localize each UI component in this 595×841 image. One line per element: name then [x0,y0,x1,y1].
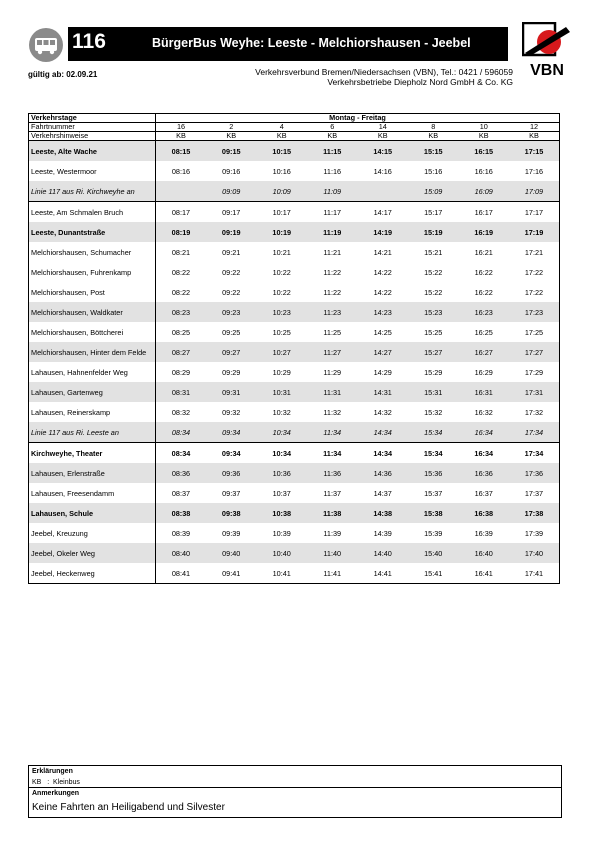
departure-time: 10:22 [272,267,291,277]
departure-time: 09:19 [206,222,257,242]
departure-time: 14:38 [358,503,409,523]
stop-row [29,422,560,443]
trip-number: 10 [459,123,510,132]
departure-time: 16:21 [474,247,493,257]
departure-time: 10:37 [272,488,291,498]
departure-time: 17:34 [509,443,560,464]
departure-time: 15:34 [408,422,459,443]
departure-time: 16:31 [459,382,510,402]
departure-time: 14:32 [373,407,392,417]
departure-time: 17:22 [509,262,560,282]
departure-time: 16:22 [474,287,493,297]
departure-time: 17:15 [509,141,560,162]
departure-time: 14:37 [373,488,392,498]
days-value: Montag - Freitag [156,114,560,123]
departure-time: 08:17 [156,202,207,223]
departure-time: 16:37 [474,488,493,498]
departure-time: 15:15 [408,141,459,162]
departure-time: 17:34 [509,422,560,443]
departure-time: 15:19 [408,222,459,242]
stop-name: Melchiorshausen, Post [29,282,156,302]
trip-note: KB [156,132,207,141]
departure-time: 11:34 [307,422,358,443]
departure-time: 14:39 [373,528,392,538]
departure-time: 11:22 [323,287,342,297]
stop-name: Melchiorshausen, Schumacher [29,242,156,262]
remarks-text: Keine Fahrten an Heiligabend und Silvester [32,802,225,813]
stop-row [29,402,560,422]
departure-time: 17:40 [509,543,560,563]
departure-time: 14:25 [373,327,392,337]
departure-time: 08:32 [171,407,191,417]
departure-time: 10:19 [257,222,308,242]
stop-name: Linie 117 aus Ri. Kirchweyhe an [29,181,156,202]
trip-number: 2 [206,123,257,132]
departure-time: 08:41 [156,563,207,584]
departure-time: 08:22 [171,287,191,297]
trip-number: 8 [408,123,459,132]
footer-notes [28,765,562,818]
departure-time: 15:36 [408,463,459,483]
departure-time: 09:39 [222,528,241,538]
departure-time: 10:27 [257,342,308,362]
departure-time: 16:32 [474,407,493,417]
departure-time: 10:36 [257,463,308,483]
stop-name: Lahausen, Reinerskamp [29,402,156,422]
stop-row [29,382,560,402]
departure-time: 11:16 [323,166,342,176]
stop-name: Leeste, Westermoor [29,161,156,181]
departure-time: 11:22 [323,267,342,277]
trip-row [29,123,560,132]
departure-time: 16:25 [474,327,493,337]
departure-time: 16:23 [459,302,510,322]
departure-time: 10:40 [257,543,308,563]
departure-time: 14:41 [358,563,409,584]
departure-time: 10:39 [272,528,291,538]
bus-icon [28,27,64,63]
trip-number: 6 [307,123,358,132]
departure-time: 16:27 [459,342,510,362]
departure-time: 17:09 [509,181,560,202]
trip-number: 14 [358,123,409,132]
departure-time: 08:38 [156,503,207,523]
departure-time: 10:15 [257,141,308,162]
departure-time: 08:16 [171,166,191,176]
stop-name: Melchiorshausen, Böttcherei [29,322,156,342]
trip-label: Fahrtnummer [29,123,156,132]
explanations-title: Erklärungen [32,768,73,775]
departure-time: 08:19 [156,222,207,242]
departure-time: 09:41 [206,563,257,584]
departure-time: 11:32 [323,407,342,417]
trip-note: KB [358,132,409,141]
vbn-logo [522,22,572,78]
departure-time: 09:31 [206,382,257,402]
departure-time: 10:29 [272,367,291,377]
departure-time [156,181,207,202]
stop-row [29,262,560,282]
departure-time: 14:21 [373,247,392,257]
departure-time: 15:31 [408,382,459,402]
departure-time: 15:38 [408,503,459,523]
departure-time: 17:16 [509,161,560,181]
departure-time: 10:16 [272,166,291,176]
trip-note: KB [408,132,459,141]
stop-name: Jeebel, Kreuzung [29,523,156,543]
departure-time: 10:22 [272,287,291,297]
departure-time: 16:39 [474,528,493,538]
departure-time: 08:40 [156,543,207,563]
departure-time: 09:27 [206,342,257,362]
departure-time: 14:22 [373,267,392,277]
remarks-title: Anmerkungen [29,787,561,800]
trip-number: 16 [156,123,207,132]
operator-line-2: Verkehrsbetriebe Diepholz Nord GmbH & Co. KG [327,77,513,87]
trip-number: 12 [509,123,560,132]
departure-time: 09:23 [206,302,257,322]
departure-time: 08:36 [156,463,207,483]
departure-time: 17:17 [509,202,560,223]
operator-line-1: Verkehrsverbund Bremen/Niedersachsen (VBN), Tel.: 0421 / 596059 [255,67,513,77]
departure-time: 08:29 [171,367,191,377]
departure-time: 17:32 [509,402,560,422]
departure-time: 08:34 [156,422,207,443]
departure-time: 09:16 [222,166,241,176]
notes-row [29,132,560,141]
departure-time: 11:36 [307,463,358,483]
departure-time: 11:21 [323,247,342,257]
departure-time: 11:31 [307,382,358,402]
departure-time: 15:17 [408,202,459,223]
stop-name: Linie 117 aus Ri. Leeste an [29,422,156,443]
stop-name: Melchiorshausen, Hinter dem Felde [29,342,156,362]
stop-row [29,543,560,563]
departure-time: 17:31 [509,382,560,402]
departure-time: 11:29 [323,367,342,377]
stop-name: Melchiorshausen, Waldkater [29,302,156,322]
departure-time: 15:34 [408,443,459,464]
departure-time: 15:23 [408,302,459,322]
departure-time: 10:23 [257,302,308,322]
stop-row [29,302,560,322]
departure-time: 17:22 [509,282,560,302]
stop-row [29,483,560,503]
stop-row [29,523,560,543]
stop-name: Lahausen, Erlenstraße [29,463,156,483]
trip-note: KB [206,132,257,141]
stop-name: Lahausen, Hahnenfelder Weg [29,362,156,382]
departure-time: 15:21 [424,247,443,257]
departure-time: 15:25 [424,327,443,337]
departure-time: 09:15 [206,141,257,162]
departure-time: 09:32 [222,407,241,417]
stop-row [29,503,560,523]
stop-row [29,362,560,382]
departure-time: 14:40 [358,543,409,563]
stop-name: Jeebel, Heckenweg [29,563,156,584]
departure-time: 15:09 [408,181,459,202]
departure-time: 16:34 [459,422,510,443]
explanation-text: Kleinbus [53,779,80,786]
departure-time: 17:23 [509,302,560,322]
departure-time: 10:21 [272,247,291,257]
days-label: Verkehrstage [29,114,156,123]
stop-row [29,141,560,162]
departure-time: 09:34 [206,422,257,443]
timetable [28,113,560,584]
notes-label: Verkehrshinweise [29,132,156,141]
departure-time: 14:19 [358,222,409,242]
departure-time: 09:34 [206,443,257,464]
departure-time: 15:27 [408,342,459,362]
explanation-line [29,778,561,787]
departure-time: 10:38 [257,503,308,523]
departure-time: 09:22 [222,287,241,297]
departure-time: 11:39 [323,528,342,538]
stop-name: Leeste, Alte Wache [29,141,156,162]
departure-time: 11:15 [307,141,358,162]
departure-time: 08:39 [171,528,191,538]
trip-number: 4 [257,123,308,132]
departure-time: 08:27 [156,342,207,362]
departure-time: 16:41 [459,563,510,584]
departure-time: 08:21 [171,247,191,257]
departure-time: 16:15 [459,141,510,162]
departure-time: 10:41 [257,563,308,584]
departure-time: 17:29 [509,362,560,382]
departure-time: 10:09 [257,181,308,202]
departure-time: 10:31 [257,382,308,402]
line-header-bar [68,27,508,61]
departure-time: 17:27 [509,342,560,362]
stop-row [29,202,560,223]
departure-time: 14:16 [373,166,392,176]
departure-time: 15:40 [408,543,459,563]
departure-time: 17:37 [509,483,560,503]
departure-time: 16:09 [459,181,510,202]
departure-time: 10:34 [257,422,308,443]
departure-time: 09:17 [206,202,257,223]
departure-time: 15:29 [424,367,443,377]
departure-time: 11:41 [307,563,358,584]
departure-time: 15:41 [408,563,459,584]
departure-time: 09:25 [222,327,241,337]
departure-time: 10:25 [272,327,291,337]
departure-time: 11:25 [323,327,342,337]
departure-time: 08:23 [156,302,207,322]
stop-name: Lahausen, Schule [29,503,156,523]
departure-time: 11:17 [307,202,358,223]
departure-time: 11:27 [307,342,358,362]
departure-time: 10:32 [272,407,291,417]
valid-from: gültig ab: 02.09.21 [28,70,98,79]
line-title: BürgerBus Weyhe: Leeste - Melchiorshausen - Jeebel [152,36,471,50]
departure-time: 14:36 [358,463,409,483]
departure-time: 15:22 [424,267,443,277]
departure-time: 14:34 [358,422,409,443]
departure-time [358,181,409,202]
trip-note: KB [307,132,358,141]
departure-time: 14:29 [373,367,392,377]
explanation-separator: : [47,779,50,786]
departure-time: 11:09 [307,181,358,202]
departure-time: 16:16 [474,166,493,176]
departure-time: 11:38 [307,503,358,523]
departure-time: 11:40 [307,543,358,563]
departure-time: 10:34 [257,443,308,464]
stop-row [29,222,560,242]
departure-time: 16:19 [459,222,510,242]
stop-row [29,161,560,181]
departure-time: 09:29 [222,367,241,377]
departure-time: 14:23 [358,302,409,322]
departure-time: 16:29 [474,367,493,377]
departure-time: 10:17 [257,202,308,223]
explanation-code: KB [32,779,42,786]
departure-time: 17:19 [509,222,560,242]
departure-time: 15:16 [424,166,443,176]
departure-time: 16:34 [459,443,510,464]
days-row [29,114,560,123]
departure-time: 09:21 [222,247,241,257]
departure-time: 09:40 [206,543,257,563]
departure-time: 08:31 [156,382,207,402]
departure-time: 09:22 [222,267,241,277]
departure-time: 09:36 [206,463,257,483]
stop-name: Jeebel, Okeler Weg [29,543,156,563]
departure-time: 16:17 [459,202,510,223]
departure-time: 09:37 [222,488,241,498]
line-number: 116 [72,30,106,53]
departure-time: 14:27 [358,342,409,362]
trip-note: KB [509,132,560,141]
stop-name: Leeste, Am Schmalen Bruch [29,202,156,223]
stop-row [29,282,560,302]
departure-time: 16:22 [474,267,493,277]
stop-name: Kirchweyhe, Theater [29,443,156,464]
stop-row [29,322,560,342]
departure-time: 11:23 [307,302,358,322]
departure-time: 14:17 [358,202,409,223]
departure-time: 08:15 [156,141,207,162]
departure-time: 08:22 [171,267,191,277]
departure-time: 15:37 [424,488,443,498]
departure-time: 14:34 [358,443,409,464]
departure-time: 17:25 [509,322,560,342]
stop-row [29,563,560,584]
stop-name: Lahausen, Freesendamm [29,483,156,503]
trip-note: KB [257,132,308,141]
stop-name: Lahausen, Gartenweg [29,382,156,402]
departure-time: 09:09 [206,181,257,202]
departure-time: 14:31 [358,382,409,402]
departure-time: 16:40 [459,543,510,563]
departure-time: 08:34 [156,443,207,464]
departure-time: 09:38 [206,503,257,523]
departure-time: 08:25 [171,327,191,337]
departure-time: 17:21 [509,242,560,262]
departure-time: 15:39 [424,528,443,538]
stop-row [29,342,560,362]
stop-row [29,242,560,262]
departure-time: 17:41 [509,563,560,584]
departure-time: 14:15 [358,141,409,162]
departure-time: 11:19 [307,222,358,242]
departure-time: 08:37 [171,488,191,498]
stop-name: Leeste, Dunantstraße [29,222,156,242]
departure-time: 15:32 [424,407,443,417]
stop-name: Melchiorshausen, Fuhrenkamp [29,262,156,282]
departure-time: 16:38 [459,503,510,523]
vbn-logo-text: VBN [530,62,564,78]
stop-row [29,443,560,464]
departure-time: 17:36 [509,463,560,483]
departure-time: 16:36 [459,463,510,483]
departure-time: 17:38 [509,503,560,523]
stop-row [29,463,560,483]
trip-note: KB [459,132,510,141]
departure-time: 17:39 [509,523,560,543]
departure-time: 11:34 [307,443,358,464]
departure-time: 15:22 [424,287,443,297]
stop-row [29,181,560,202]
departure-time: 14:22 [373,287,392,297]
departure-time: 11:37 [323,488,342,498]
